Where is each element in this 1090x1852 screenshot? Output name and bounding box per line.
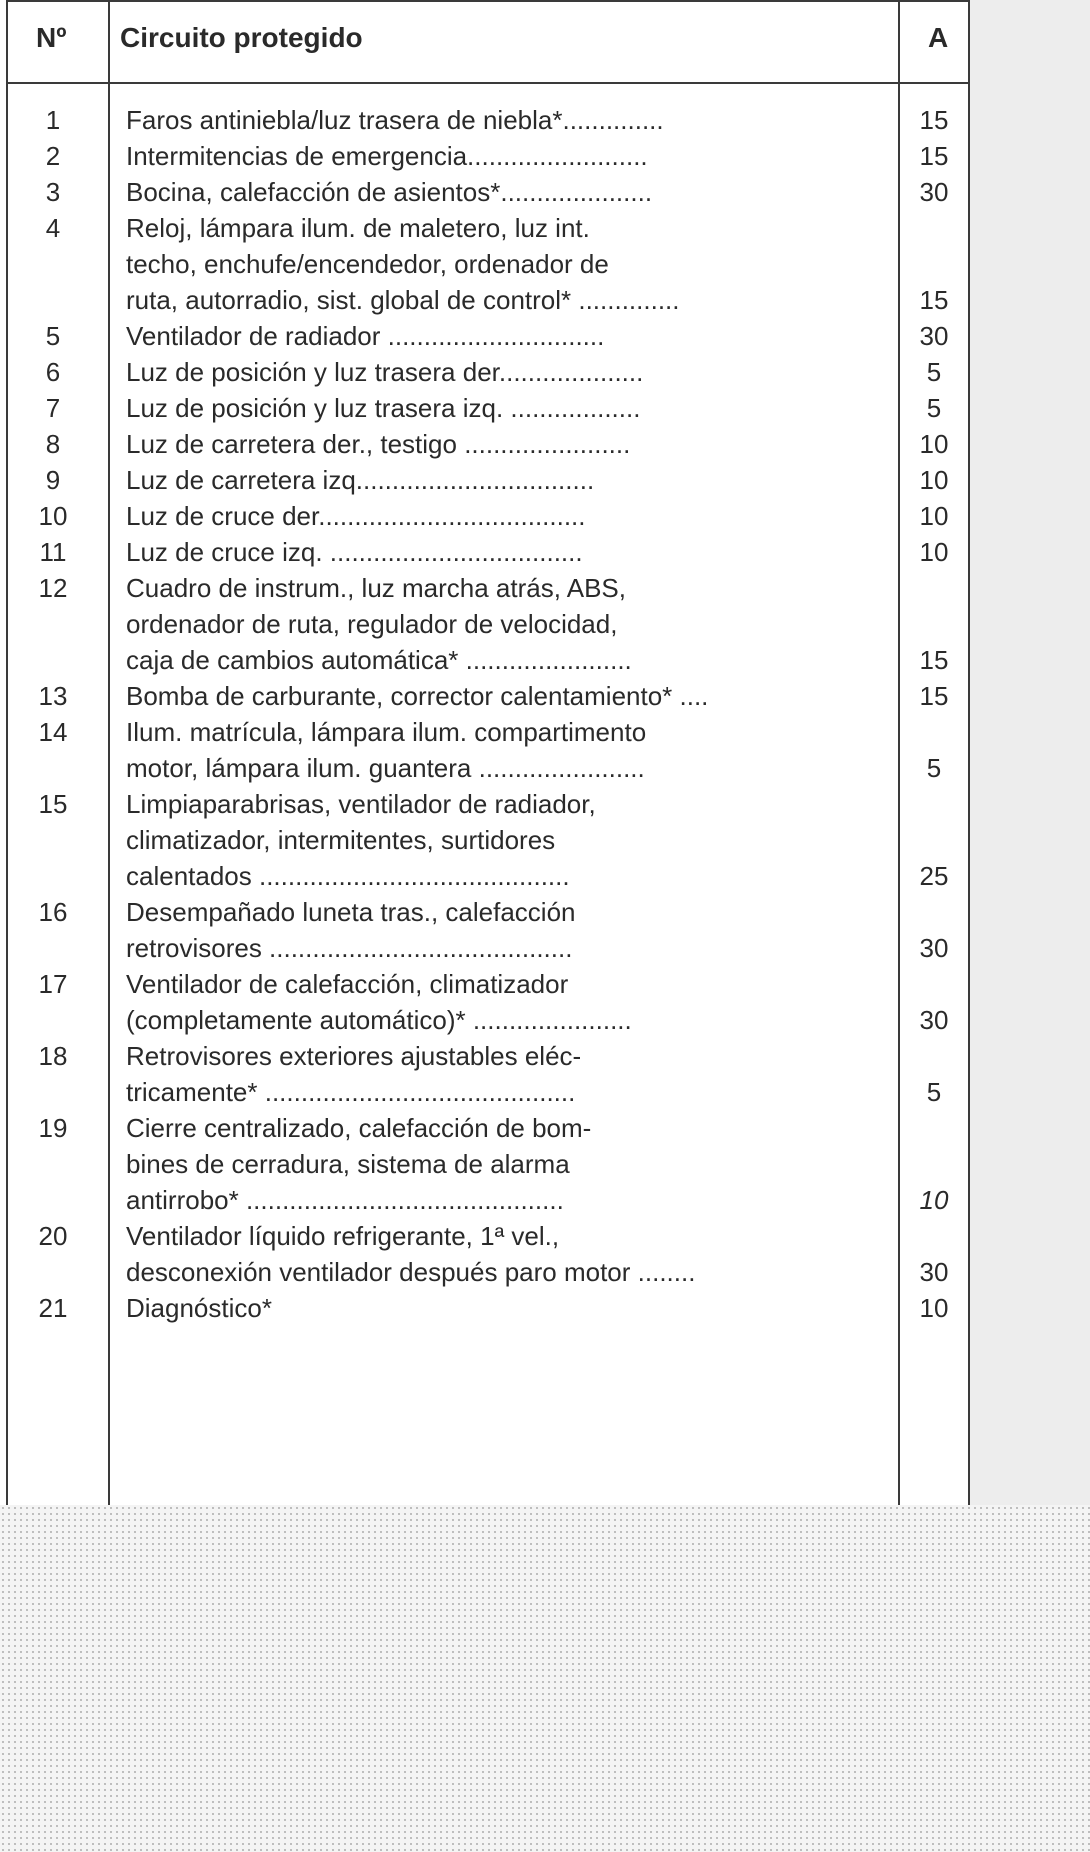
header-number: Nº [36,22,67,53]
row-number: 7 [45,393,61,423]
row-number: 3 [45,177,61,207]
row-circuit: Retrovisores exteriores ajustables eléc- tricamente* ........................................... [126,1041,582,1107]
row-circuit: Diagnóstico* [126,1293,272,1323]
row-amps: 5 [926,393,942,423]
row-number: 21 [38,1293,68,1323]
row-amps: 10 [919,429,949,459]
row-amps: 30 [919,177,949,207]
row-amps: 15 [919,285,949,315]
row-circuit: Bocina, calefacción de asientos*..................... [126,177,653,207]
row-circuit: Cuadro de instrum., luz marcha atrás, ABS, ordenador de ruta, regulador de velocidad, caja de cambios automática* ....................... [126,573,632,675]
row-circuit: Luz de posición y luz trasera izq. .................. [126,393,641,423]
row-circuit: Faros antiniebla/luz trasera de niebla*.............. [126,105,664,135]
row-number: 9 [45,465,61,495]
row-number: 17 [38,969,68,999]
header-circuit: Circuito protegido [120,22,363,53]
row-amps: 10 [919,501,949,531]
row-amps: 30 [919,1257,949,1287]
row-circuit: Limpiaparabrisas, ventilador de radiador, climatizador, intermitentes, surtidores calentados ........................................... [126,789,596,891]
row-amps: 15 [919,645,949,675]
row-circuit: Cierre centralizado, calefacción de bom- bines de cerradura, sistema de alarma antirrobo* ............................................ [126,1113,592,1215]
row-number: 4 [45,213,61,243]
row-amps: 25 [919,861,949,891]
row-amps: 30 [919,321,949,351]
row-number: 15 [38,789,68,819]
row-amps: 15 [919,141,949,171]
row-amps: 15 [919,105,949,135]
row-amps: 10 [919,537,949,567]
row-number: 2 [45,141,61,171]
row-number: 14 [38,717,68,747]
row-number: 5 [45,321,61,351]
column-divider-amps [898,2,900,1507]
row-number: 19 [38,1113,68,1143]
row-amps: 30 [919,1005,949,1035]
row-amps: 10 [919,1293,949,1323]
row-circuit: Luz de cruce izq. ................................... [126,537,583,567]
row-circuit: Bomba de carburante, corrector calentamiento* .... [126,681,709,711]
row-amps: 5 [926,753,942,783]
row-amps: 5 [926,357,942,387]
row-circuit: Luz de carretera der., testigo ....................... [126,429,631,459]
row-number: 1 [45,105,61,135]
row-circuit: Ventilador líquido refrigerante, 1ª vel., desconexión ventilador después paro motor ........ [126,1221,696,1287]
row-amps: 30 [919,933,949,963]
row-number: 13 [38,681,68,711]
row-circuit: Ventilador de radiador .............................. [126,321,605,351]
row-circuit: Intermitencias de emergencia......................... [126,141,648,171]
column-divider-number [108,2,110,1507]
row-amps: 10 [919,1185,949,1215]
header-divider [8,82,968,84]
row-amps: 15 [919,681,949,711]
fuse-table [6,0,970,1507]
row-number: 12 [38,573,68,603]
row-circuit: Luz de cruce der..................................... [126,501,586,531]
row-number: 20 [38,1221,68,1251]
row-number: 18 [38,1041,68,1071]
row-amps: 5 [926,1077,942,1107]
adjacent-page-edge [968,0,1090,1510]
row-amps: 10 [919,465,949,495]
row-circuit: Ventilador de calefacción, climatizador (completamente automático)* ...................... [126,969,632,1035]
row-number: 6 [45,357,61,387]
row-circuit: Reloj, lámpara ilum. de maletero, luz int. techo, enchufe/encendedor, ordenador de ruta, autorradio, sist. global de control* .............. [126,213,680,315]
row-number: 16 [38,897,68,927]
row-circuit: Luz de carretera izq................................. [126,465,595,495]
row-number: 11 [39,537,67,567]
row-circuit: Luz de posición y luz trasera der.................... [126,357,644,387]
row-number: 8 [45,429,61,459]
row-number: 10 [38,501,68,531]
header-amps: A [928,22,949,53]
row-circuit: Desempañado luneta tras., calefacción retrovisores .......................................... [126,897,576,963]
row-circuit: Ilum. matrícula, lámpara ilum. compartimento motor, lámpara ilum. guantera ....................... [126,717,647,783]
redacted-stipple-area [0,1505,1090,1852]
